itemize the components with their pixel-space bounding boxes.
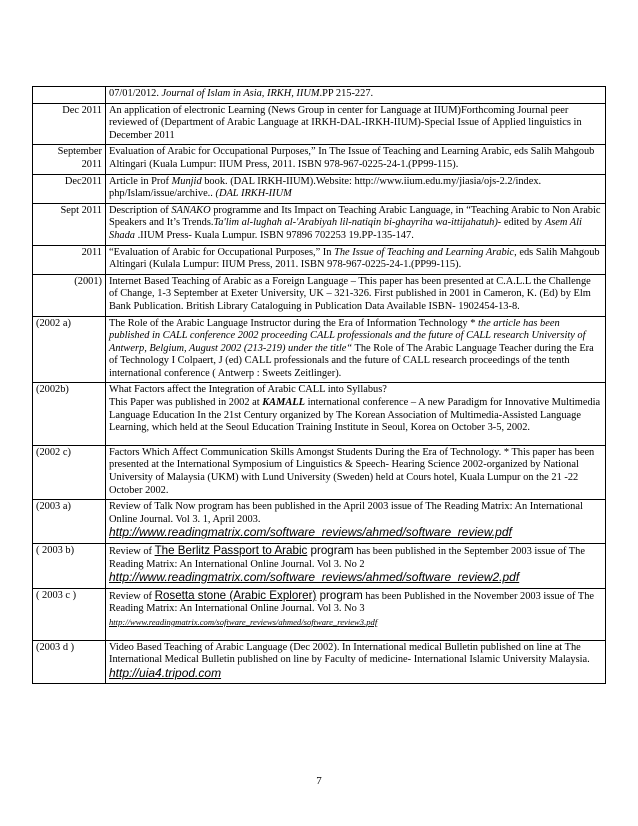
entry-cell	[106, 640, 606, 684]
table-row	[33, 145, 606, 174]
table-row	[33, 500, 606, 544]
entry-cell	[106, 245, 606, 274]
entry-affiliation: (DAL IRKH-IIUM	[215, 188, 292, 200]
entry-cell	[106, 203, 606, 245]
entry-text: Review of Talk Now program has been published in the April 2003 issue of The Reading Matrix: An International Online Journal. Vol 3. 1, April 2003.	[109, 501, 583, 525]
table-row	[33, 544, 606, 589]
date-cell: (2003 a)	[33, 500, 106, 544]
entry-cell: An application of electronic Learning (News Group in center for Language at IIUM)Forthcoming Journal peer reviewed of (Department of Arabic Language at IRKH-DAL-IRKH-IIUM)-Special Issue of Applied linguistics in December 2011	[106, 103, 606, 145]
entry-cell: Internet Based Teaching of Arabic as a Foreign Language – This paper has been presented at C.A.L.L the Challenge of Change, 1-3 September at Exeter University, UK – 321-326. First published in 2001 in Cameron, K. (Ed) by Elm Bank Publication. British Library Cataloguing in Publication Data Available ISBN- 1902454-13-8.	[106, 274, 606, 316]
table-row	[33, 245, 606, 274]
entry-cell	[106, 87, 606, 104]
review-link[interactable]: http://www.readingmatrix.com/software_reviews/ahmed/software_review.pdf	[109, 525, 512, 540]
entry-text: Description of	[109, 204, 172, 216]
website-link[interactable]: http://uia4.tripod.com	[109, 665, 222, 680]
entry-text: book. (DAL IRKH-IIUM).Website: http://www.iium.edu.my/jiasia/ojs-2.2/index. php/Islam/issue/archive..	[109, 175, 542, 200]
book-title: Munjid	[171, 175, 202, 187]
software-name: SANAKO	[171, 204, 211, 216]
date-cell: (2003 d )	[33, 640, 106, 684]
publications-table	[32, 86, 606, 684]
entry-cell	[106, 383, 606, 445]
review-link[interactable]: http://www.readingmatrix.com/software_reviews/ahmed/software_review3.pdf	[109, 616, 378, 627]
date-cell: 2011	[33, 245, 106, 274]
editor-name: Asem Ali Shada	[109, 217, 582, 241]
review-link[interactable]: http://www.readingmatrix.com/software_reviews/ahmed/software_review2.pdf	[109, 570, 520, 585]
entry-text: has been published in the September 2003 issue of The Reading Matrix: An International Online Journal. Vol 3. No 2	[109, 546, 585, 570]
software-name: Rosetta stone (Arabic Explorer)	[154, 588, 317, 602]
publication-note: the article has been published in CALL conference 2002 proceeding CALL professionals and the future of CALL research University of Antwerp, Belgium, August 2002 (213-219) under the title“	[109, 317, 586, 354]
table-row	[33, 174, 606, 203]
entry-text: international conference – A new Paradigm for Innovative Multimedia Language Education In the 21st Century organized by The Korean Association of Multimedia-Assisted Language Learning, which held at the Seoul Education Training Institute in Seoul, Korea on October 3-5, 2002.	[109, 397, 601, 434]
entry-text: The Role of The Arabic Language Teacher during the Era of Technology I Colpaert, J (ed) CALL professionals and the future of CALL research proceedings of the tenth international conference ( Antwerp : Sweets Zeitlinger).	[109, 342, 594, 379]
entry-cell	[106, 174, 606, 203]
software-name: The Berlitz Passport to Arabic	[154, 544, 308, 557]
date-cell: (2001)	[33, 274, 106, 316]
entry-text: programme and Its Impact on Teaching Arabic Language, in “Teaching Arabic to Non Arabic Speakers and It’s Trends.	[109, 204, 601, 229]
date-cell: ( 2003 b)	[33, 544, 106, 589]
blank-line	[109, 435, 602, 443]
entry-text: , eds Salih Mahgoub Altingari (Kulala Lumpur: IIUM Press, 2011. ISBN 978-967-0225-24-1.(PP99-115).	[109, 246, 600, 271]
date-cell: Dec2011	[33, 174, 106, 203]
date-cell: Sept 2011	[33, 203, 106, 245]
entry-text: edited by	[501, 217, 545, 229]
entry-text: .PP 215-227.	[319, 88, 374, 99]
date-cell: September 2011	[33, 145, 106, 174]
entry-text: This Paper was published in 2002 at	[109, 397, 263, 409]
entry-text: program	[307, 544, 354, 557]
entry-cell	[106, 544, 606, 589]
entry-text: The Role of the Arabic Language Instructor during the Era of Information Technology *	[109, 317, 478, 329]
date-cell: Dec 2011	[33, 103, 106, 145]
entry-cell	[106, 588, 606, 640]
entry-cell	[106, 316, 606, 383]
journal-title: Journal of Islam in Asia, IRKH, IIUM	[161, 88, 320, 99]
date-cell	[33, 87, 106, 104]
table-row	[33, 316, 606, 383]
table-row	[33, 640, 606, 684]
table-row	[33, 274, 606, 316]
entry-text: .IIUM Press- Kuala Lumpur. ISBN 97896 702253 19.PP-135-147.	[134, 229, 414, 241]
table-row	[33, 588, 606, 640]
table-row	[33, 87, 606, 104]
page-number: 7	[316, 775, 322, 787]
table-row	[33, 445, 606, 499]
date-cell: (2002 c)	[33, 445, 106, 499]
table-row	[33, 103, 606, 145]
entry-text: Video Based Teaching of Arabic Language (Dec 2002). In International medical Bulletin published on line at The International Medical Bulletin published on line by Faculty of medicine- International Islamic University Malaysia.	[109, 641, 590, 666]
entry-text: What Factors affect the Integration of Arabic CALL into Syllabus?	[109, 384, 387, 396]
entry-cell: Evaluation of Arabic for Occupational Purposes,” In The Issue of Teaching and Learning Arabic, eds Salih Mahgoub Altingari (Kuala Lumpur: IIUM Press, 2011. ISBN 978-967-0225-24-1.(PP99-115).	[106, 145, 606, 174]
conference-name: KAMALL	[262, 397, 305, 409]
table-row	[33, 203, 606, 245]
date-cell: (2002 a)	[33, 316, 106, 383]
entry-text: 07/01/2012.	[109, 88, 162, 99]
entry-text: Review of	[109, 590, 155, 602]
entry-text: program	[316, 588, 363, 602]
entry-text: has been Published in the November 2003 issue of The Reading Matrix: An International Online Journal. Vol 3. No 3	[109, 590, 594, 615]
entry-cell	[106, 500, 606, 544]
entry-text: “Evaluation of Arabic for Occupational Purposes,” In	[109, 246, 335, 258]
entry-cell: Factors Which Affect Communication Skills Amongst Students During the Era of Technology. * This paper has been presented at the International Symposium of Linguistics & Speech- Hearing Science 2002-organized by National University of Malaysia (UKM) with Lund University (Sweden) held at Cours hotel, Kuala Lumpur on the 21 -22 October 2002.	[106, 445, 606, 499]
entry-text: Review of	[109, 546, 155, 557]
table-row	[33, 383, 606, 445]
date-cell: ( 2003 c )	[33, 588, 106, 640]
book-title: The Issue of Teaching and Learning Arabic	[334, 246, 515, 258]
blank-line	[109, 630, 602, 638]
entry-text: Article in Prof	[109, 175, 172, 187]
arabic-title: Ta'lim al-lughah al-'Arabiyah lil-natiqin bi-ghayriha wa-ittijahatuh)-	[213, 217, 502, 229]
date-cell: (2002b)	[33, 383, 106, 445]
